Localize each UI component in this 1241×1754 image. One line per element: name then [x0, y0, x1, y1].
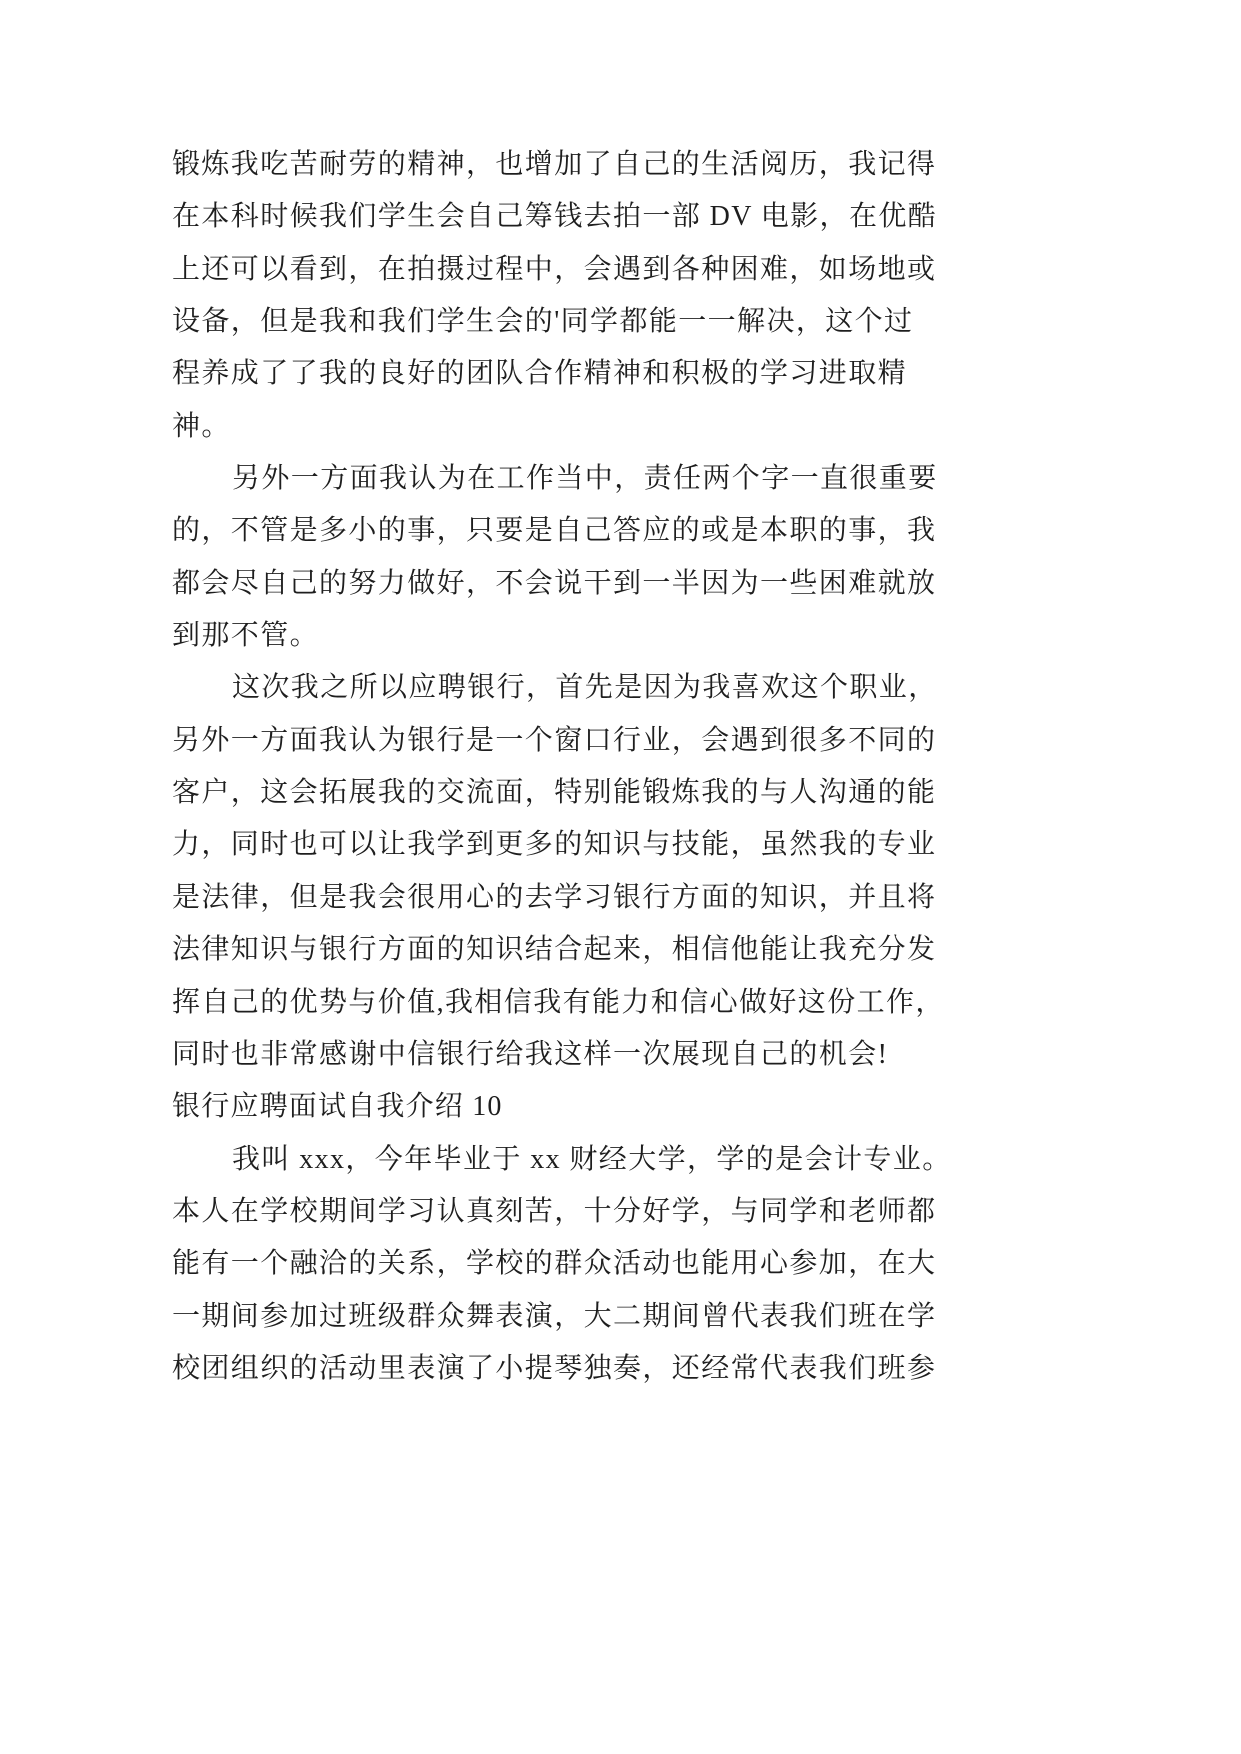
text-line: 设备，但是我和我们学生会的'同学都能一一解决，这个过 [172, 306, 914, 338]
text-line: 上还可以看到，在拍摄过程中，会遇到各种困难，如场地或 [172, 253, 937, 285]
paragraph [172, 453, 1072, 662]
text-line: 这次我之所以应聘银行，首先是因为我喜欢这个职业， [232, 672, 938, 704]
text-line: 我叫 xxx，今年毕业于 xx 财经大学，学的是会计专业。 [232, 1143, 952, 1175]
section-heading [172, 1081, 1072, 1133]
section-heading-text: 银行应聘面试自我介绍 10 [172, 1091, 503, 1123]
paragraph [172, 1134, 1072, 1396]
text-line: 校团组织的活动里表演了小提琴独奏，还经常代表我们班参 [172, 1352, 937, 1384]
text-line: 在本科时候我们学生会自己筹钱去拍一部 DV 电影，在优酷 [172, 201, 938, 233]
text-line: 到那不管。 [172, 620, 320, 652]
text-line: 同时也非常感谢中信银行给我这样一次展现自己的机会! [172, 1038, 889, 1070]
document-body [172, 139, 1072, 1395]
text-line: 客户，这会拓展我的交流面，特别能锻炼我的与人沟通的能 [172, 777, 937, 809]
text-line: 程养成了了我的良好的团队合作精神和积极的学习进取精 [172, 358, 908, 390]
text-line: 神。 [172, 410, 231, 442]
text-line: 挥自己的优势与价值,我相信我有能力和信心做好这份工作， [172, 986, 945, 1018]
text-line: 力，同时也可以让我学到更多的知识与技能，虽然我的专业 [172, 829, 937, 861]
text-line: 是法律，但是我会很用心的去学习银行方面的知识，并且将 [172, 881, 937, 913]
text-line: 法律知识与银行方面的知识结合起来，相信他能让我充分发 [172, 934, 937, 966]
text-line: 的，不管是多小的事，只要是自己答应的或是本职的事，我 [172, 515, 937, 547]
text-line: 一期间参加过班级群众舞表演，大二期间曾代表我们班在学 [172, 1300, 937, 1332]
text-line: 能有一个融洽的关系，学校的群众活动也能用心参加，在大 [172, 1248, 937, 1280]
text-line: 都会尽自己的努力做好，不会说干到一半因为一些困难就放 [172, 567, 937, 599]
text-line: 另外一方面我认为在工作当中，责任两个字一直很重要 [232, 463, 938, 495]
paragraph-continued [172, 139, 1072, 453]
text-line: 另外一方面我认为银行是一个窗口行业，会遇到很多不同的 [172, 724, 937, 756]
paragraph [172, 662, 1072, 1081]
text-line: 锻炼我吃苦耐劳的精神，也增加了自己的生活阅历，我记得 [172, 149, 937, 180]
text-line: 本人在学校期间学习认真刻苦，十分好学，与同学和老师都 [172, 1195, 937, 1227]
